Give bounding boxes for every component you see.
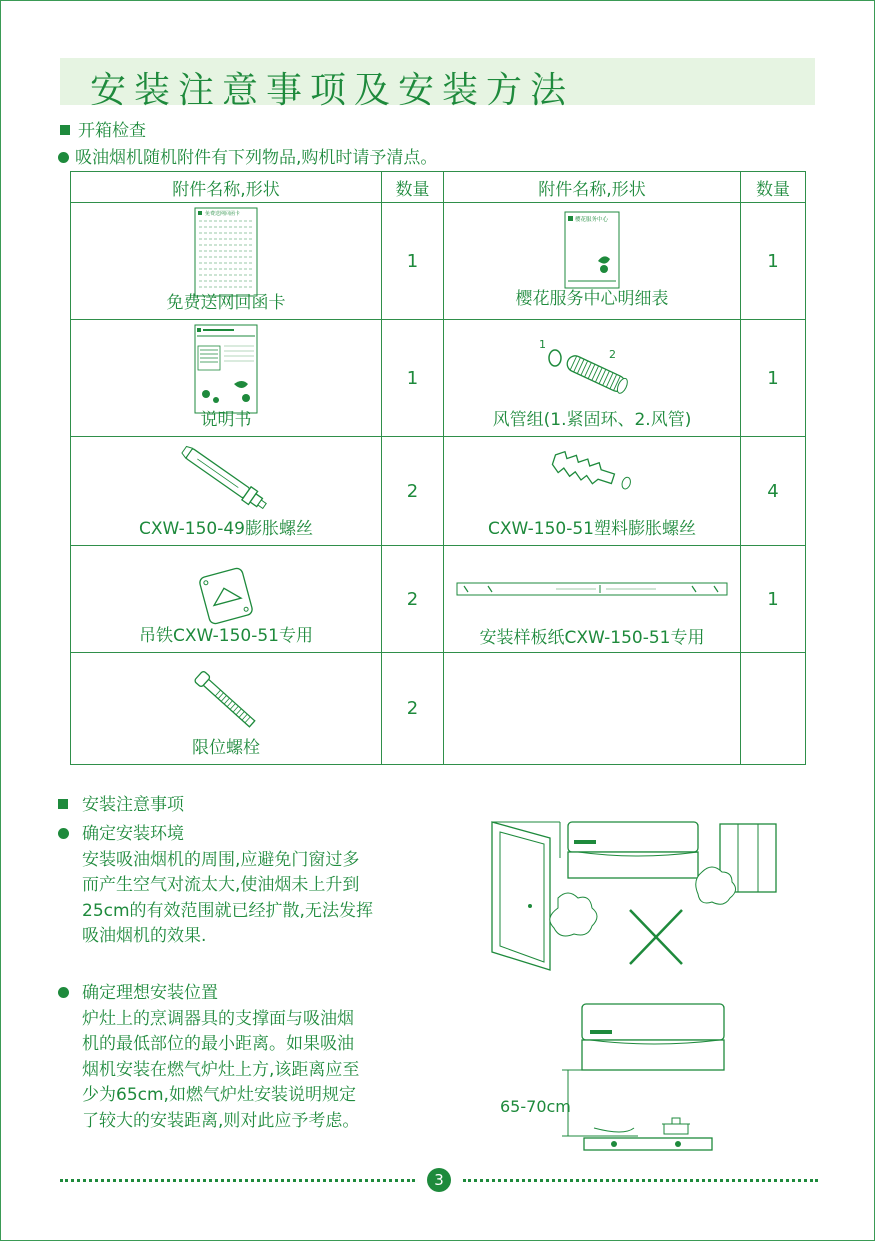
table-header-row xyxy=(71,172,806,203)
template-paper-illustration xyxy=(444,582,740,596)
table-row xyxy=(71,320,806,437)
item-name: 樱花服务中心明细表 xyxy=(515,289,669,309)
item-name: CXW-150-51塑料膨胀螺丝 xyxy=(488,519,696,539)
page-number: 3 xyxy=(427,1168,451,1192)
table-row xyxy=(71,203,806,320)
cell-duct-set xyxy=(444,320,741,437)
notes-heading: 安装注意事项 xyxy=(58,793,184,819)
item-qty: 2 xyxy=(382,437,444,546)
cell-template-paper xyxy=(444,546,741,653)
dot-bullet-icon xyxy=(58,987,69,998)
service-list-illustration xyxy=(444,211,740,289)
item-name: 吊铁CXW-150-51专用 xyxy=(139,626,313,646)
sakura-brand-text: 樱花服务中心 xyxy=(575,217,609,223)
cell-expansion-bolt xyxy=(71,437,382,546)
footer-dots-right xyxy=(463,1179,818,1185)
item-name: 风管组(1.紧固环、2.风管) xyxy=(492,410,692,430)
hose-label-2: 2 xyxy=(609,348,616,361)
accessory-table xyxy=(70,171,806,765)
item-name: CXW-150-49膨胀螺丝 xyxy=(139,519,313,539)
card-header-text: 免费送网回函卡 xyxy=(205,211,241,217)
cell-hanging-iron xyxy=(71,546,382,653)
position-heading: 确定理想安装位置 xyxy=(82,983,218,1003)
hanging-iron-illustration xyxy=(71,566,381,626)
item-qty: 1 xyxy=(382,320,444,437)
duct-set-illustration xyxy=(444,338,740,398)
env-heading: 确定安装环境 xyxy=(82,824,184,844)
item-qty: 4 xyxy=(741,437,806,546)
distance-label: 65-70cm xyxy=(500,1097,571,1116)
item-name: 免费送网回函卡 xyxy=(166,293,286,313)
item-qty: 1 xyxy=(382,203,444,320)
limit-bolt-illustration xyxy=(71,665,381,733)
header-name-right: 附件名称,形状 xyxy=(444,172,741,203)
cell-service-list xyxy=(444,203,741,320)
header-name-left: 附件名称,形状 xyxy=(71,172,382,203)
header-qty-left: 数量 xyxy=(382,172,444,203)
unpack-heading: 开箱检查 xyxy=(60,116,146,141)
position-section xyxy=(58,981,367,1134)
position-illustration xyxy=(498,1000,738,1152)
expansion-bolt-illustration xyxy=(71,441,381,517)
plastic-anchor-illustration xyxy=(444,447,740,497)
hose-label-1: 1 xyxy=(539,338,546,351)
environment-illustration xyxy=(488,818,778,976)
table-row xyxy=(71,653,806,765)
env-section xyxy=(58,822,374,950)
table-row xyxy=(71,437,806,546)
reply-card-illustration xyxy=(71,207,381,297)
item-qty: 2 xyxy=(382,653,444,765)
item-qty: 1 xyxy=(741,203,806,320)
dot-bullet-icon xyxy=(58,828,69,839)
cell-limit-bolt xyxy=(71,653,382,765)
square-bullet-icon xyxy=(60,125,70,135)
dot-bullet-icon xyxy=(58,152,69,163)
square-bullet-icon xyxy=(58,799,68,809)
item-qty: 1 xyxy=(741,320,806,437)
manual-illustration xyxy=(71,324,381,414)
header-qty-right: 数量 xyxy=(741,172,806,203)
unpack-note: 吸油烟机随机附件有下列物品,购机时请予清点。 xyxy=(58,143,437,168)
cell-empty xyxy=(444,653,741,765)
cell-manual xyxy=(71,320,382,437)
position-body: 炉灶上的烹调器具的支撑面与吸油烟机的最低部位的最小距离。如果吸油烟机安装在燃气炉灶上方,该距离应至少为65cm,如燃气炉灶安装说明规定了较大的安装距离,则对此应予考虑。 xyxy=(82,1008,360,1131)
table-row xyxy=(71,546,806,653)
cell-plastic-anchor xyxy=(444,437,741,546)
item-qty: 1 xyxy=(741,546,806,653)
footer-dots-left xyxy=(60,1179,415,1185)
item-name: 限位螺栓 xyxy=(192,738,260,758)
cell-reply-card xyxy=(71,203,382,320)
item-qty: 2 xyxy=(382,546,444,653)
item-name: 安装样板纸CXW-150-51专用 xyxy=(479,628,705,648)
page-title: 安装注意事项及安装方法 xyxy=(90,70,575,111)
env-body: 安装吸油烟机的周围,应避免门窗过多而产生空气对流太大,使油烟未上升到25cm的有效范围就已经扩散,无法发挥吸油烟机的效果. xyxy=(82,849,373,946)
item-name: 说明书 xyxy=(200,410,252,430)
cell-empty-qty xyxy=(741,653,806,765)
